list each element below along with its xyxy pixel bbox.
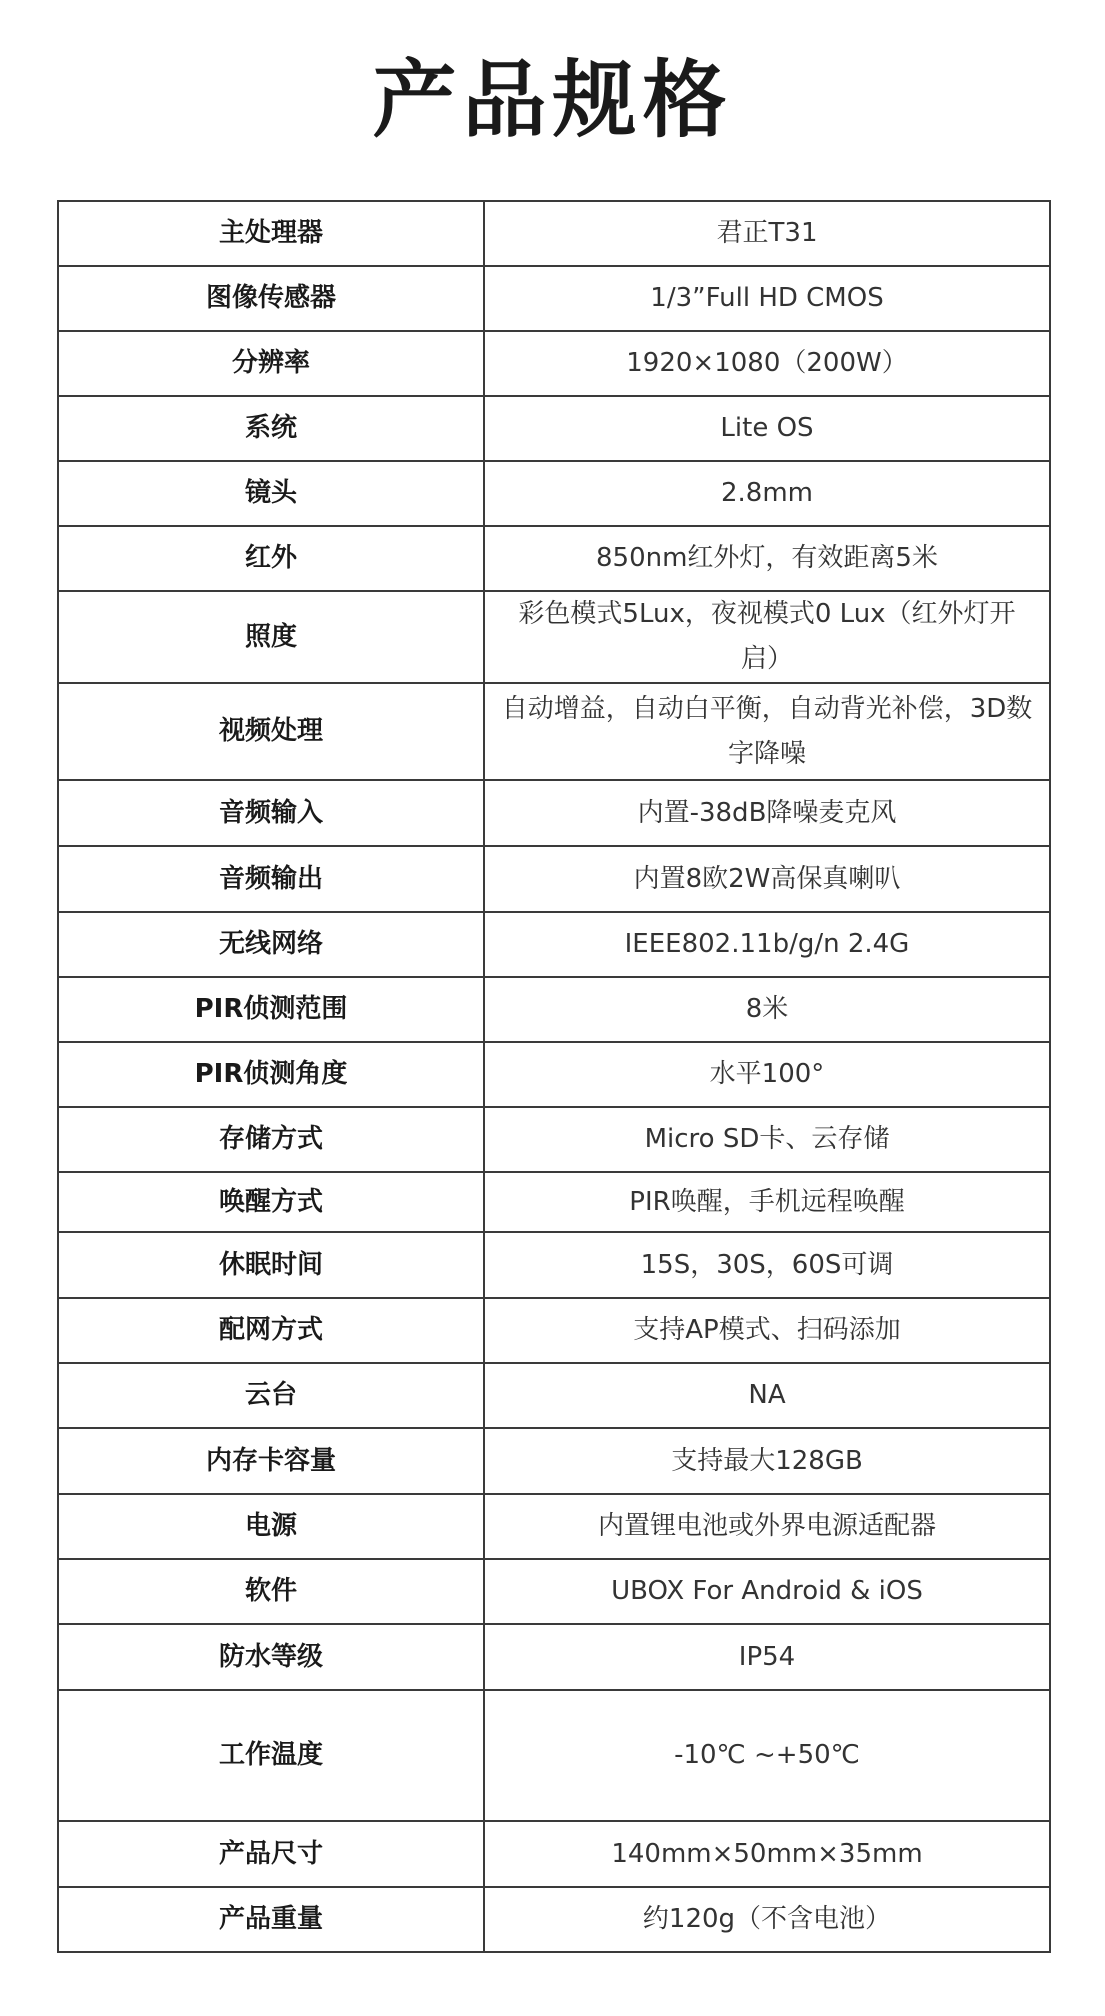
table-row (58, 591, 1050, 683)
spec-label: 分辨率 (58, 331, 484, 396)
spec-label: 工作温度 (58, 1690, 484, 1821)
spec-label: 系统 (58, 396, 484, 461)
spec-label: 内存卡容量 (58, 1428, 484, 1494)
spec-value: 内置锂电池或外界电源适配器 (484, 1494, 1050, 1559)
table-row (58, 1232, 1050, 1298)
spec-value: Micro SD卡、云存储 (484, 1107, 1050, 1172)
spec-label: 软件 (58, 1559, 484, 1624)
spec-value: 15S，30S，60S可调 (484, 1232, 1050, 1298)
spec-value: 2.8mm (484, 461, 1050, 526)
spec-value: 自动增益，自动白平衡，自动背光补偿，3D数字降噪 (484, 683, 1050, 780)
table-row (58, 1821, 1050, 1887)
table-row (58, 461, 1050, 526)
table-row (58, 266, 1050, 331)
spec-value: -10℃ ~+50℃ (484, 1690, 1050, 1821)
table-row (58, 1363, 1050, 1428)
table-row (58, 1428, 1050, 1494)
table-row (58, 1107, 1050, 1172)
spec-value: 850nm红外灯，有效距离5米 (484, 526, 1050, 591)
table-row (58, 1690, 1050, 1821)
spec-value: 支持AP模式、扫码添加 (484, 1298, 1050, 1363)
spec-value: NA (484, 1363, 1050, 1428)
table-row (58, 1494, 1050, 1559)
spec-value: 支持最大128GB (484, 1428, 1050, 1494)
spec-value: 内置8欧2W高保真喇叭 (484, 846, 1050, 912)
spec-value: IP54 (484, 1624, 1050, 1690)
spec-label: PIR侦测范围 (58, 977, 484, 1042)
table-row (58, 331, 1050, 396)
spec-value: IEEE802.11b/g/n 2.4G (484, 912, 1050, 977)
spec-value: UBOX For Android & iOS (484, 1559, 1050, 1624)
table-row (58, 1887, 1050, 1952)
spec-value: PIR唤醒，手机远程唤醒 (484, 1172, 1050, 1232)
spec-value: 水平100° (484, 1042, 1050, 1107)
spec-value: 140mm×50mm×35mm (484, 1821, 1050, 1887)
table-row (58, 780, 1050, 846)
spec-label: 镜头 (58, 461, 484, 526)
table-row (58, 1172, 1050, 1232)
spec-label: 产品尺寸 (58, 1821, 484, 1887)
spec-label: 照度 (58, 591, 484, 683)
table-row (58, 1559, 1050, 1624)
page-title: 产品规格 (372, 51, 733, 149)
spec-label: 存储方式 (58, 1107, 484, 1172)
spec-value: 约120g（不含电池） (484, 1887, 1050, 1952)
spec-value: 君正T31 (484, 201, 1050, 266)
table-row (58, 846, 1050, 912)
spec-label: 无线网络 (58, 912, 484, 977)
spec-label: 休眠时间 (58, 1232, 484, 1298)
table-row (58, 1042, 1050, 1107)
spec-label: PIR侦测角度 (58, 1042, 484, 1107)
table-row (58, 201, 1050, 266)
spec-value: 8米 (484, 977, 1050, 1042)
spec-value: 1/3”Full HD CMOS (484, 266, 1050, 331)
spec-value: 内置-38dB降噪麦克风 (484, 780, 1050, 846)
spec-label: 产品重量 (58, 1887, 484, 1952)
table-row (58, 526, 1050, 591)
spec-label: 配网方式 (58, 1298, 484, 1363)
spec-value: Lite OS (484, 396, 1050, 461)
spec-label: 红外 (58, 526, 484, 591)
spec-label: 云台 (58, 1363, 484, 1428)
spec-value: 1920×1080（200W） (484, 331, 1050, 396)
table-row (58, 1298, 1050, 1363)
table-row (58, 912, 1050, 977)
spec-table (57, 200, 1051, 1953)
spec-label: 唤醒方式 (58, 1172, 484, 1232)
spec-label: 图像传感器 (58, 266, 484, 331)
spec-label: 音频输入 (58, 780, 484, 846)
spec-value: 彩色模式5Lux，夜视模式0 Lux（红外灯开启） (484, 591, 1050, 683)
table-row (58, 977, 1050, 1042)
spec-label: 主处理器 (58, 201, 484, 266)
table-row (58, 683, 1050, 780)
spec-label: 音频输出 (58, 846, 484, 912)
spec-label: 防水等级 (58, 1624, 484, 1690)
spec-label: 电源 (58, 1494, 484, 1559)
table-row (58, 396, 1050, 461)
table-row (58, 1624, 1050, 1690)
spec-label: 视频处理 (58, 683, 484, 780)
